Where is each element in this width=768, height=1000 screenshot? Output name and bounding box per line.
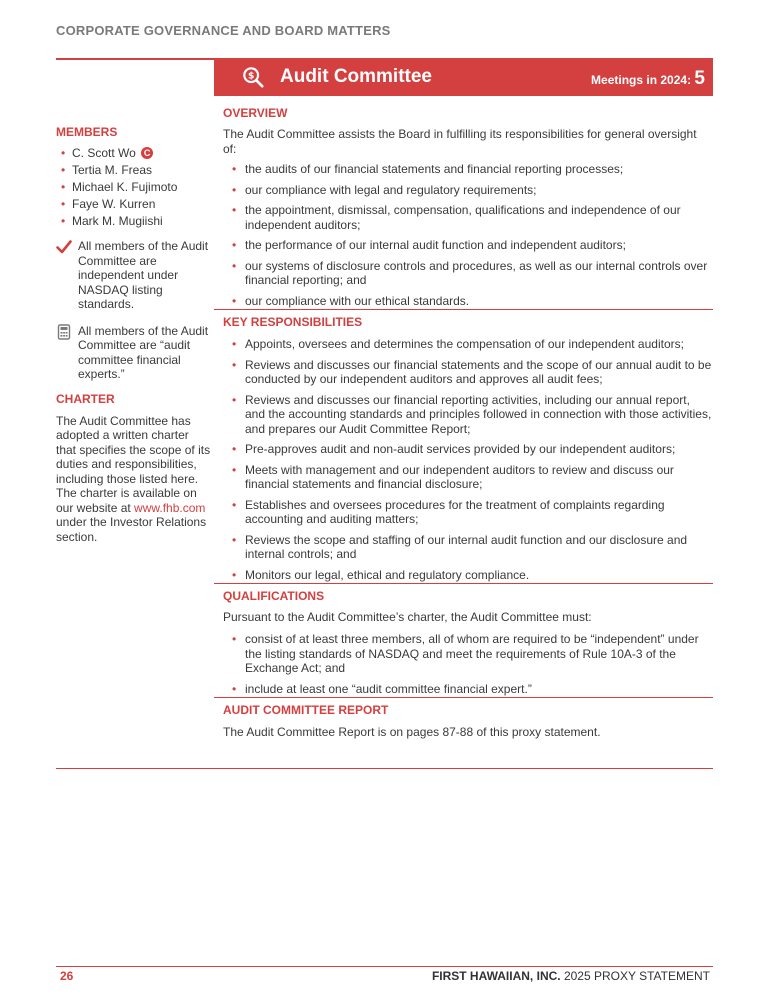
member-name: Faye W. Kurren [72, 197, 156, 211]
footer-rule [56, 966, 713, 967]
member-item [56, 145, 212, 162]
member-name: Michael K. Fujimoto [72, 180, 178, 194]
responsibilities-heading: KEY RESPONSIBILITIES [223, 315, 363, 329]
meetings-info [591, 68, 705, 89]
chair-icon: C [141, 147, 153, 159]
left-top-rule [56, 58, 214, 60]
list-item [223, 183, 713, 198]
overview-intro: The Audit Committee assists the Board in fulfilling its responsibilities for general oversight of: [223, 127, 697, 156]
overview-section [223, 106, 713, 308]
bullet-icon: • [232, 681, 237, 696]
independence-text: All members of the Audit Committee are independent under NASDAQ listing standards. [78, 239, 209, 311]
content-bottom-rule [56, 768, 713, 769]
bullet-icon: • [61, 197, 66, 211]
list-item [223, 294, 713, 309]
charter-link[interactable]: www.fhb.com [134, 500, 206, 515]
bullet-icon: • [232, 203, 237, 217]
list-item-text: Establishes and oversees procedures for the treatment of complaints regarding accounting and auditing matters; [245, 497, 665, 526]
bullet-icon: • [232, 442, 237, 456]
bullet-icon: • [232, 532, 237, 547]
list-item-text: our systems of disclosure controls and procedures, as well as our internal controls over financial reporting; and [245, 258, 708, 287]
list-item-text: the audits of our financial statements and financial reporting processes; [245, 162, 624, 176]
bullet-icon: • [232, 567, 237, 582]
list-item-text: Meets with management and our independent auditors to review and discuss our financial statements and financial disclosure; [245, 462, 674, 491]
member-item [56, 196, 212, 213]
meetings-count: 5 [694, 68, 705, 89]
list-item-text: Reviews and discusses our financial reporting activities, including our annual report, and the accounting standards and principles followed in connection with those activities, and prepares our Audit Committee Report; [245, 392, 712, 436]
list-item-text: Reviews the scope and staffing of our internal audit function and our disclosure and internal controls; and [245, 532, 688, 561]
list-item [223, 162, 713, 177]
list-item [223, 682, 713, 697]
list-item-text: the performance of our internal audit function and independent auditors; [245, 238, 626, 252]
magnifier-dollar-icon [242, 66, 264, 88]
expert-note [56, 324, 212, 382]
member-name: Mark M. Mugiishi [72, 214, 163, 228]
bullet-icon: • [61, 163, 66, 177]
company-name: FIRST HAWAIIAN, INC. [431, 969, 561, 983]
list-item-text: Reviews and discusses our financial statements and the scope of our annual audit to be conducted by our independent auditors and approves all audit fees; [245, 357, 712, 386]
bullet-icon: • [61, 180, 66, 194]
member-item [56, 162, 212, 179]
bullet-icon: • [232, 357, 237, 372]
list-item-text: Appoints, oversees and determines the compensation of our independent auditors; [245, 337, 684, 351]
list-item [223, 203, 713, 232]
qualifications-intro: Pursuant to the Audit Committee’s charter, the Audit Committee must: [223, 610, 592, 624]
bullet-icon: • [232, 632, 237, 646]
list-item-text: our compliance with our ethical standards. [245, 293, 470, 308]
report-heading: AUDIT COMMITTEE REPORT [223, 703, 389, 717]
list-item [223, 568, 713, 583]
sidebar [56, 125, 212, 544]
committee-banner [214, 58, 713, 96]
list-item-text: our compliance with legal and regulatory requirements; [245, 182, 537, 197]
members-heading: MEMBERS [56, 125, 118, 139]
member-name: C. Scott Wo [72, 146, 136, 160]
bullet-icon: • [232, 162, 237, 176]
qualifications-list [223, 632, 713, 696]
independence-note [56, 239, 212, 312]
bullet-icon: • [232, 337, 237, 351]
bullet-icon: • [232, 182, 237, 197]
meetings-label: Meetings in 2024: [591, 73, 692, 87]
svg-text:$: $ [247, 70, 255, 82]
responsibilities-list [223, 337, 713, 582]
list-item [223, 632, 713, 676]
bullet-icon: • [232, 462, 237, 477]
charter-heading: CHARTER [56, 391, 115, 406]
charter-text-after: under the Investor Relations section. [56, 515, 207, 544]
list-item-text: include at least one “audit committee financial expert.” [245, 681, 532, 696]
bullet-icon: • [232, 392, 237, 407]
list-item [223, 337, 713, 352]
member-item [56, 213, 212, 230]
qualifications-section [223, 584, 713, 696]
bullet-icon: • [232, 497, 237, 512]
charter-text [56, 414, 212, 545]
section-title: CORPORATE GOVERNANCE AND BOARD MATTERS [56, 23, 391, 38]
list-item-text: Monitors our legal, ethical and regulatory compliance. [245, 567, 530, 582]
charter-text-before: The Audit Committee has adopted a written charter that specifies the scope of its duties and responsibilities, including those listed here. The charter is available on our website at [56, 413, 211, 515]
document-name: 2025 PROXY STATEMENT [563, 969, 710, 983]
page-number: 26 [60, 969, 74, 983]
banner-title: Audit Committee [280, 66, 432, 87]
report-section [223, 698, 713, 740]
footer-doc-title [432, 969, 710, 984]
bullet-icon: • [61, 146, 66, 160]
list-item [223, 533, 713, 562]
bullet-icon: • [61, 214, 66, 228]
responsibilities-section [223, 310, 713, 582]
list-item [223, 238, 713, 253]
bullet-icon: • [232, 293, 237, 308]
list-item [223, 463, 713, 492]
members-list [56, 145, 212, 230]
report-text: The Audit Committee Report is on pages 87-88 of this proxy statement. [223, 725, 601, 739]
list-item [223, 358, 713, 387]
list-item-text: Pre-approves audit and non-audit services provided by our independent auditors; [245, 442, 676, 456]
overview-heading: OVERVIEW [223, 106, 288, 120]
list-item-text: consist of at least three members, all of whom are required to be “independent” under the listing standards of NASDAQ and meet the requirements of Rule 10A-3 of the Exchange Act; and [245, 632, 699, 675]
list-item-text: the appointment, dismissal, compensation, qualifications and independence of our independent auditors; [245, 203, 681, 232]
bullet-icon: • [232, 258, 237, 273]
member-item [56, 179, 212, 196]
checkmark-icon [56, 239, 72, 255]
main-content [223, 106, 713, 740]
qualifications-heading: QUALIFICATIONS [223, 589, 325, 603]
overview-list [223, 162, 713, 308]
bullet-icon: • [232, 238, 237, 252]
member-name: Tertia M. Freas [72, 163, 153, 177]
list-item [223, 259, 713, 288]
list-item [223, 498, 713, 527]
expert-text: All members of the Audit Committee are “audit committee financial experts.” [78, 323, 209, 381]
list-item [223, 442, 713, 457]
calculator-icon [56, 324, 72, 340]
list-item [223, 393, 713, 437]
